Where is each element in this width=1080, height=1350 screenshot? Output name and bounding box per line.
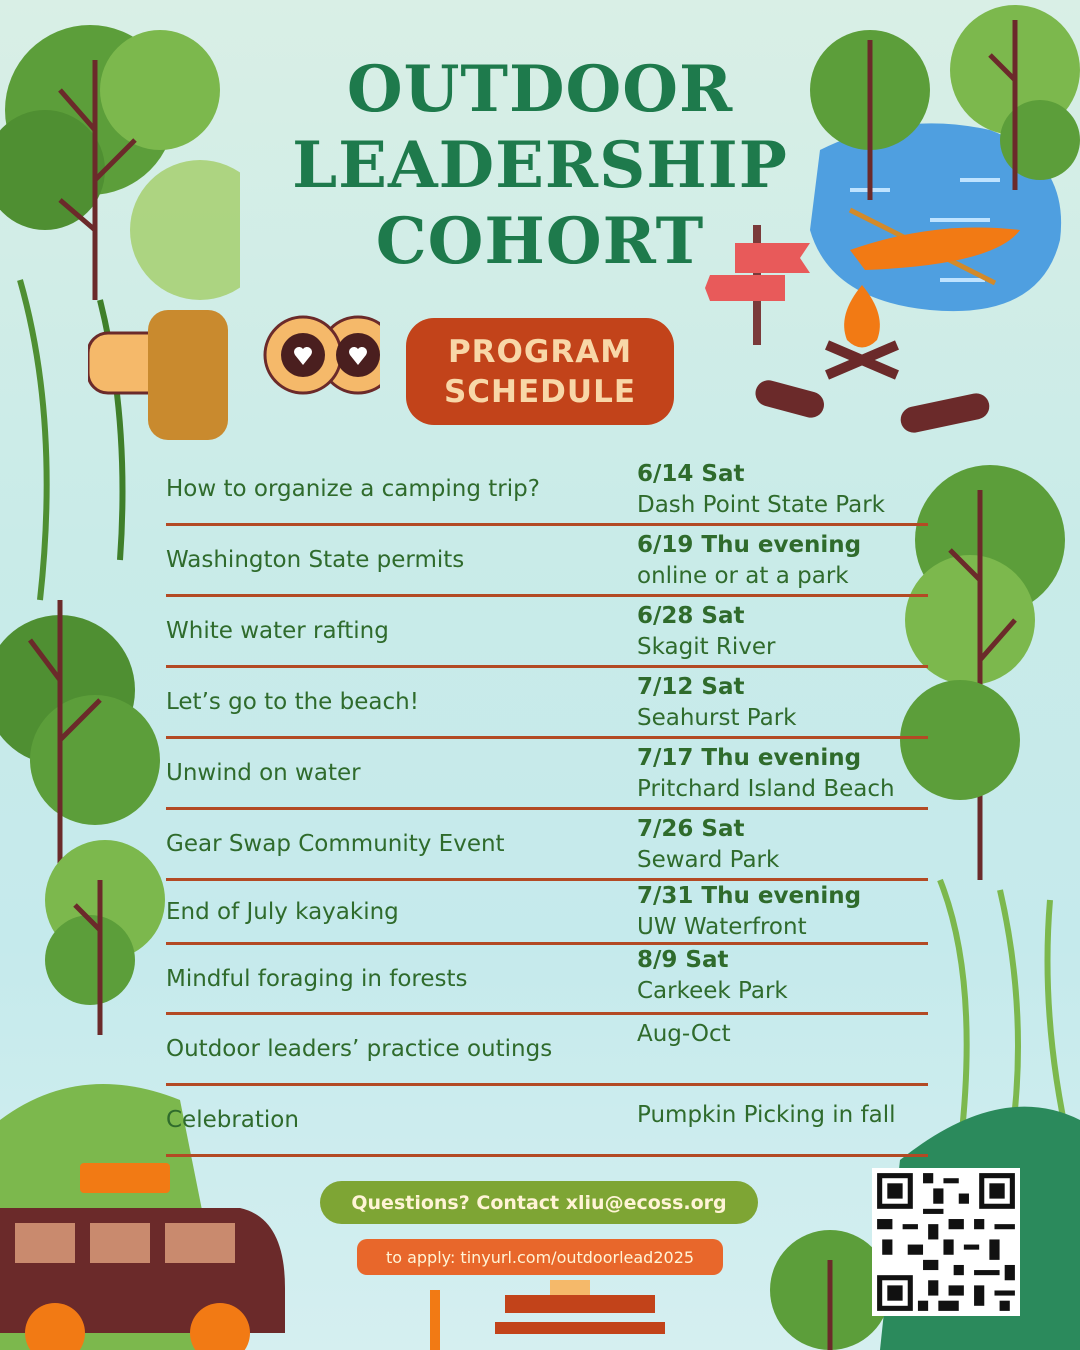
schedule-date: 7/17 Thu evening: [637, 745, 862, 771]
qr-code-icon[interactable]: [872, 1168, 1020, 1316]
schedule-topic: Washington State permits: [166, 547, 465, 573]
binoculars-icon: [88, 305, 380, 445]
schedule-row: [166, 810, 928, 881]
schedule-when: [637, 945, 788, 1007]
schedule-row: [166, 668, 928, 739]
schedule-date: 7/12 Sat: [637, 674, 745, 700]
schedule-row: [166, 881, 928, 945]
schedule-date: Pumpkin Picking in fall: [637, 1102, 896, 1128]
badge-line-1: PROGRAM: [447, 333, 633, 370]
schedule-place: Dash Point State Park: [637, 492, 885, 518]
schedule-when: [637, 1100, 896, 1131]
schedule-when: [637, 1019, 731, 1050]
schedule-date: 7/31 Thu evening: [637, 883, 862, 909]
campfire-icon: [822, 285, 902, 385]
schedule-topic: Unwind on water: [166, 760, 361, 786]
schedule-date: 8/9 Sat: [637, 947, 729, 973]
schedule-when: [637, 530, 861, 592]
schedule-row: [166, 526, 928, 597]
divider: [166, 1154, 928, 1157]
schedule-topic: Mindful foraging in forests: [166, 965, 468, 992]
schedule-row: [166, 739, 928, 810]
schedule-when: [637, 601, 776, 663]
schedule-place: Seahurst Park: [637, 705, 797, 731]
schedule-place: online or at a park: [637, 563, 849, 589]
schedule-when: [637, 814, 779, 876]
schedule-place: UW Waterfront: [637, 914, 807, 940]
right-trees-icon: [800, 0, 1080, 240]
van-icon: [0, 1158, 290, 1350]
program-schedule-badge: [406, 318, 674, 425]
title-line-1: OUTDOOR: [346, 52, 734, 127]
schedule-date: 6/14 Sat: [637, 461, 745, 487]
schedule-date: Aug-Oct: [637, 1021, 731, 1047]
schedule-when: [637, 743, 895, 805]
title-line-2: LEADERSHIP: [292, 128, 788, 203]
schedule-row: [166, 945, 928, 1015]
contact-pill[interactable]: Questions? Contact xliu@ecoss.org: [320, 1181, 758, 1224]
schedule-topic: Gear Swap Community Event: [166, 831, 505, 857]
apply-link[interactable]: to apply: tinyurl.com/outdoorlead2025: [357, 1239, 723, 1275]
schedule-topic: White water rafting: [166, 618, 389, 644]
page-title: [270, 52, 810, 280]
schedule-date: 6/28 Sat: [637, 603, 745, 629]
schedule-row: [166, 597, 928, 668]
schedule-date: 6/19 Thu evening: [637, 532, 862, 558]
schedule-place: Skagit River: [637, 634, 776, 660]
schedule-when: [637, 672, 796, 734]
schedule-row: [166, 1015, 928, 1086]
title-line-3: COHORT: [375, 204, 705, 279]
picnic-table-icon: [410, 1280, 670, 1350]
schedule-topic: Celebration: [166, 1107, 299, 1133]
log-icon: [750, 378, 1000, 440]
schedule-when: [637, 459, 885, 521]
schedule-topic: End of July kayaking: [166, 898, 399, 925]
schedule-topic: Outdoor leaders’ practice outings: [166, 1036, 553, 1062]
schedule-row: [166, 1086, 928, 1157]
schedule-place: Pritchard Island Beach: [637, 776, 895, 802]
schedule-topic: How to organize a camping trip?: [166, 476, 540, 502]
schedule-when: [637, 881, 861, 943]
schedule-list: [166, 455, 928, 1157]
schedule-topic: Let’s go to the beach!: [166, 689, 419, 715]
badge-line-2: SCHEDULE: [443, 373, 637, 410]
schedule-row: [166, 455, 928, 526]
schedule-place: Carkeek Park: [637, 978, 788, 1004]
schedule-place: Seward Park: [637, 847, 780, 873]
schedule-date: 7/26 Sat: [637, 816, 745, 842]
